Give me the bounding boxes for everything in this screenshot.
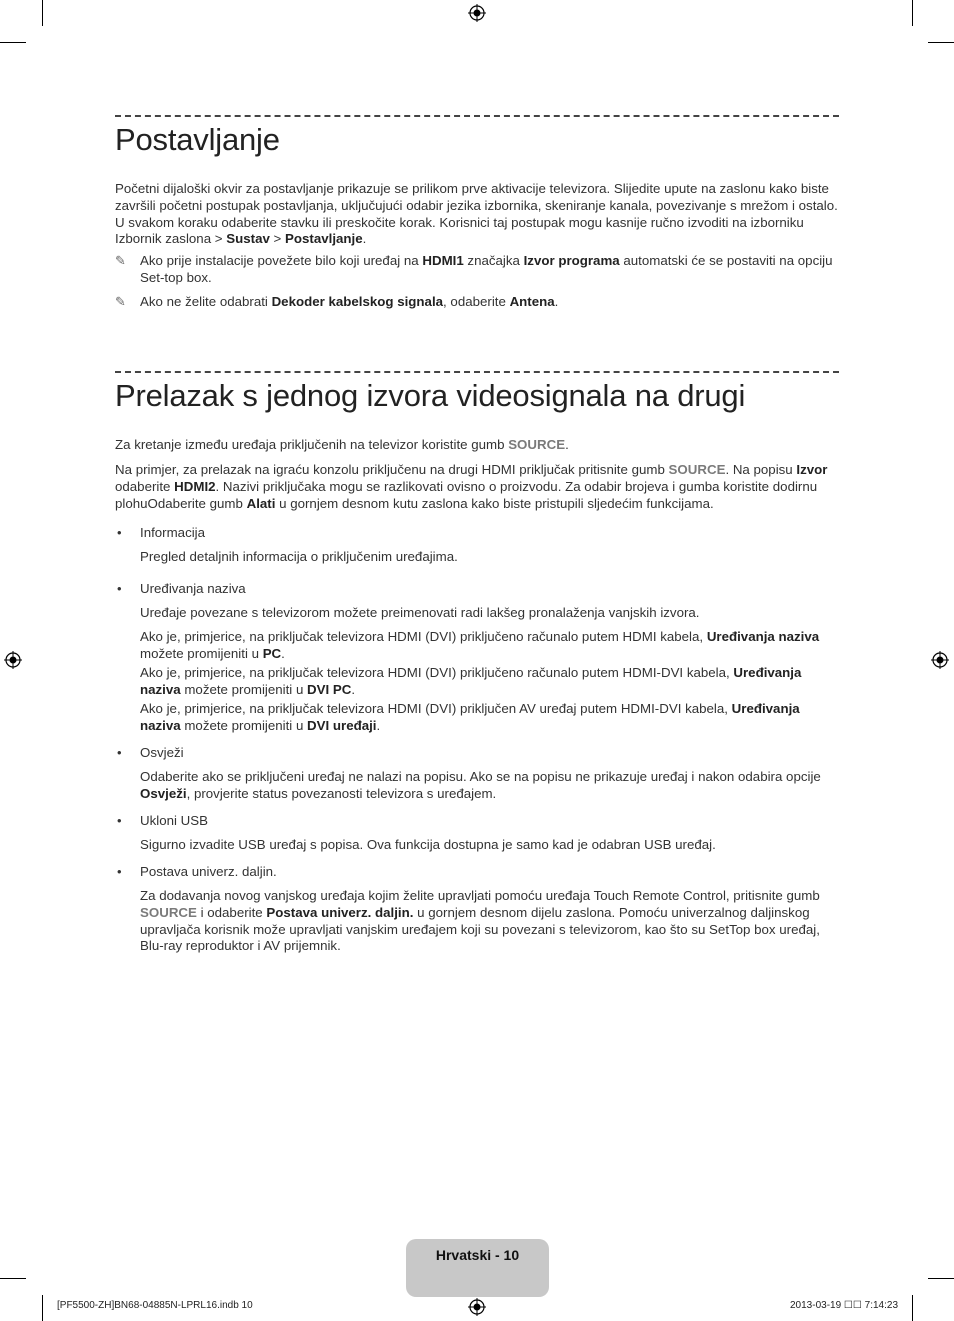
intro-paragraph: Početni dijaloški okvir za postavljanje prikazuje se prilikom prve aktivacije televizora. Slijedite upute na zaslonu kako biste završili početni postupak postavljanja, uključujući odabir jezika izbornika, skeniranje kanala, povezivanje s mrežom i ostalo. U svakom koraku odaberite stavku ili preskočite korak. Korisnici taj postupak mogu kasnije ručno izvoditi na izborniku Izbornik zaslona > Sustav > Postavljanje. — [115, 181, 838, 247]
crop-mark — [0, 42, 26, 43]
pencil-note-icon: ✎ — [115, 253, 126, 268]
section-title-postavljanje: Postavljanje — [115, 122, 280, 157]
crop-mark — [928, 1278, 954, 1279]
bullet: • — [117, 525, 122, 540]
list-item-desc: Pregled detaljnih informacija o priključenim uređajima. — [140, 549, 458, 564]
list-item-desc: Ako je, primjerice, na priključak televizora HDMI (DVI) priključen AV uređaj putem HDMI-DVI kabela, Uređivanja naziva možete promijeniti u DVI uređaji. — [140, 701, 800, 733]
registration-mark-icon — [468, 4, 486, 22]
list-item-desc: Sigurno izvadite USB uređaj s popisa. Ova funkcija dostupna je samo kad je odabran USB uređaj. — [140, 837, 716, 852]
registration-mark-icon — [4, 651, 22, 669]
crop-mark — [42, 0, 43, 26]
crop-mark — [912, 1295, 913, 1321]
note-dekoder: Ako ne želite odabrati Dekoder kabelskog signala, odaberite Antena. — [140, 294, 559, 309]
list-item-label: Uređivanja naziva — [140, 581, 246, 596]
section-divider — [115, 115, 839, 117]
list-item-label: Postava univerz. daljin. — [140, 864, 277, 879]
crop-mark — [0, 1278, 26, 1279]
note-hdmi1: Ako prije instalacije povežete bilo koji uređaj na HDMI1 značajka Izvor programa automatski će se postaviti na opciju Set-top box. — [140, 253, 833, 285]
bullet: • — [117, 864, 122, 879]
section-title-prelazak: Prelazak s jednog izvora videosignala na drugi — [115, 378, 746, 413]
imprint-datetime: 2013-03-19 ☐☐ 7:14:23 — [790, 1300, 899, 1311]
pencil-note-icon: ✎ — [115, 294, 126, 309]
example-paragraph: Na primjer, za prelazak na igraću konzolu priključenu na drugi HDMI priključak pritisnite gumb SOURCE. Na popisu Izvor odaberite HDMI2. Nazivi priključaka mogu se razlikovati ovisno o proizvodu. Za odabir brojeva i gumba koristite dodirnu plohuOdaberite gumb Alati u gornjem desnom kutu zaslona kako biste pristupili sljedećim funkcijama. — [115, 462, 828, 511]
list-item-label: Informacija — [140, 525, 206, 540]
page-number: Hrvatski - 10 — [435, 1247, 520, 1263]
bullet: • — [117, 813, 122, 828]
source-paragraph: Za kretanje između uređaja priključenih na televizor koristite gumb SOURCE. — [115, 437, 569, 452]
registration-mark-icon — [468, 1298, 486, 1316]
page-number-tab — [406, 1239, 549, 1297]
crop-mark — [42, 1295, 43, 1321]
imprint-file: [PF5500-ZH]BN68-04885N-LPRL16.indb 10 — [57, 1300, 253, 1311]
list-item-desc: Ako je, primjerice, na priključak televizora HDMI (DVI) priključeno računalo putem HDMI kabela, Uređivanja naziva možete promijeniti u PC. — [140, 629, 820, 661]
list-item-desc: Za dodavanja novog vanjskog uređaja kojim želite upravljati pomoću uređaja Touch Remote Control, pritisnite gumb SOURCE i odaberite Postava univerz. daljin. u gornjem desnom dijelu zaslona. Pomoću univerzalnog daljinskog upravljača korisnik može upravljati vanjskim uređajem koji su povezani s televizorom, kao što su SetTop box uređaj, Blu-ray reproduktor i AV prijemnik. — [140, 888, 820, 954]
list-item-label: Osvježi — [140, 745, 184, 760]
crop-mark — [928, 42, 954, 43]
bullet: • — [117, 745, 122, 760]
section-divider — [115, 371, 839, 373]
registration-mark-icon — [931, 651, 949, 669]
bullet: • — [117, 581, 122, 596]
list-item-desc: Ako je, primjerice, na priključak televizora HDMI (DVI) priključeno računalo putem HDMI-DVI kabela, Uređivanja naziva možete promijeniti u DVI PC. — [140, 665, 802, 697]
list-item-desc: Uređaje povezane s televizorom možete preimenovati radi lakšeg pronalaženja vanjskih izvora. — [140, 605, 700, 620]
list-item-label: Ukloni USB — [140, 813, 208, 828]
crop-mark — [912, 0, 913, 26]
list-item-desc: Odaberite ako se priključeni uređaj ne nalazi na popisu. Ako se na popisu ne prikazuje uređaj i nakon odabira opcije Osvježi, provjerite status povezanosti televizora s uređajem. — [140, 769, 821, 801]
